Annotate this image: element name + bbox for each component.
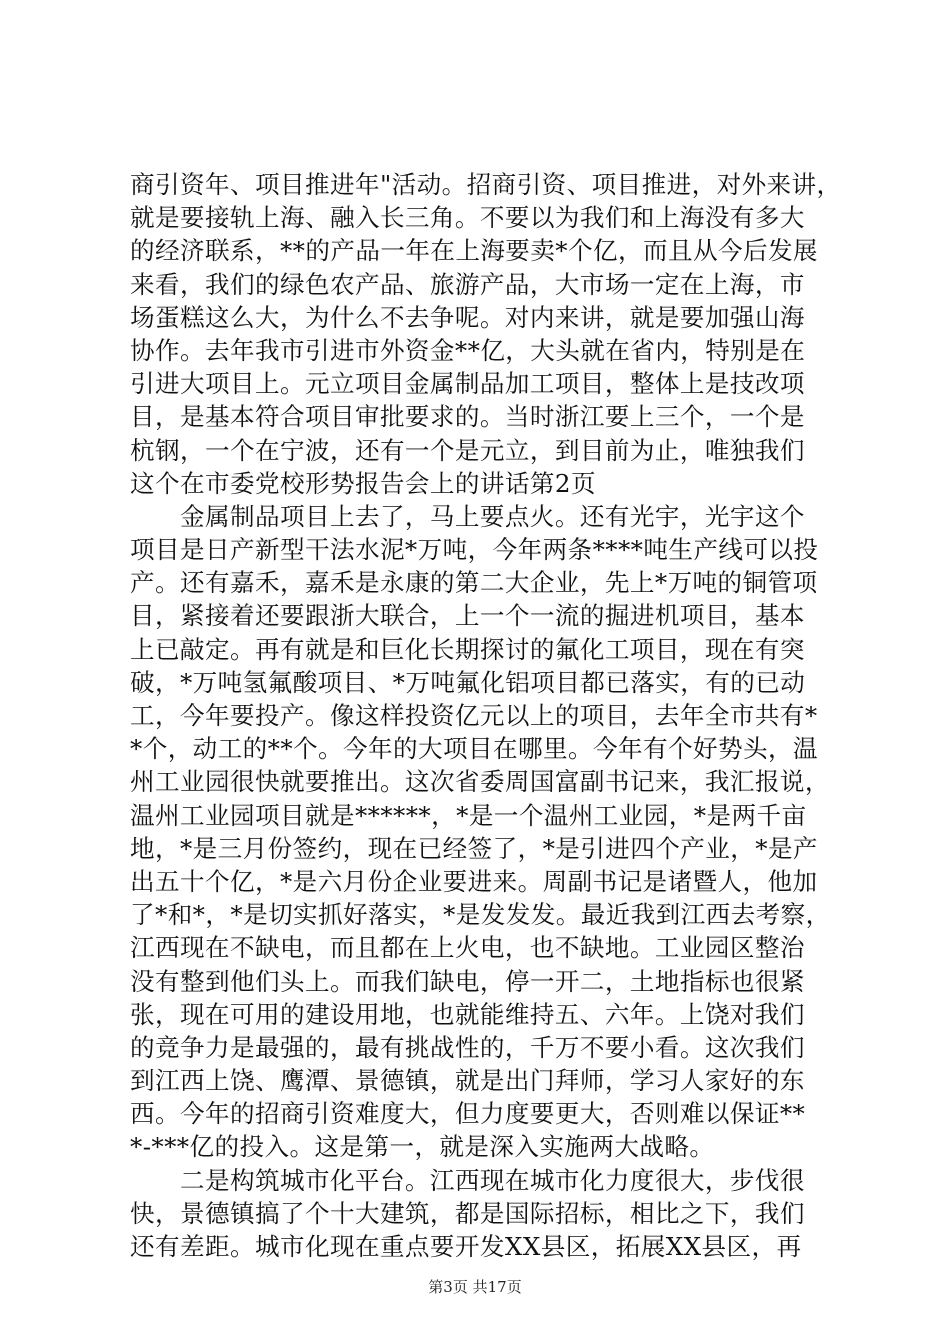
text-line: 商引资年、项目推进年"活动。招商引资、项目推进，对外来讲，	[130, 170, 842, 199]
text-line: 破，*万吨氢氟酸项目、*万吨氟化铝项目都已落实，有的已动	[130, 667, 806, 697]
body-text	[130, 168, 842, 1263]
text-line: 场蛋糕这么大，为什么不去争呢。对内来讲，就是要加强山海	[130, 302, 805, 332]
text-line: 二是构筑城市化平台。江西现在城市化力度很大，步伐很	[130, 1165, 805, 1195]
text-line: 江西现在不缺电，而且都在上火电，也不缺地。工业园区整治	[130, 933, 805, 963]
text-line: 工，今年要投产。像这样投资亿元以上的项目，去年全市共有*	[130, 701, 818, 730]
text-line: 上已敲定。再有就是和巨化长期探讨的氟化工项目，现在有突	[130, 634, 805, 664]
text-line: 到江西上饶、鹰潭、景德镇，就是出门拜师，学习人家好的东	[130, 1066, 805, 1096]
text-line: 温州工业园项目就是******，*是一个温州工业园，*是两千亩	[130, 800, 807, 830]
text-line: 项目是日产新型干法水泥*万吨，今年两条****吨生产线可以投	[130, 535, 819, 565]
text-line: 的经济联系，**的产品一年在上海要卖*个亿，而且从今后发展	[130, 236, 818, 266]
text-line: 就是要接轨上海、融入长三角。不要以为我们和上海没有多大	[130, 203, 805, 233]
text-line: 快，景德镇搞了个十大建筑，都是国际招标，相比之下，我们	[130, 1198, 805, 1228]
text-line: 杭钢，一个在宁波，还有一个是元立，到目前为止，唯独我们	[130, 435, 805, 465]
page-footer	[0, 1276, 950, 1297]
text-line: 地，*是三月份签约，现在已经签了，*是引进四个产业，*是产	[130, 833, 818, 863]
text-line: 的竞争力是最强的，最有挑战性的，千万不要小看。这次我们	[130, 1032, 805, 1062]
text-line: 协作。去年我市引进市外资金**亿，大头就在省内，特别是在	[130, 335, 806, 365]
text-line: 张，现在可用的建设用地，也就能维持五、六年。上饶对我们	[130, 999, 805, 1029]
text-line: 金属制品项目上去了，马上要点火。还有光宇，光宇这个	[130, 501, 805, 531]
text-line: 目，紧接着还要跟浙大联合，上一个一流的掘进机项目，基本	[130, 601, 805, 631]
text-line: *个，动工的**个。今年的大项目在哪里。今年有个好势头，温	[130, 734, 818, 764]
text-line: 州工业园很快就要推出。这次省委周国富副书记来，我汇报说，	[130, 767, 830, 797]
text-line: 出五十个亿，*是六月份企业要进来。周副书记是诸暨人，他加	[130, 866, 818, 896]
text-line: 还有差距。城市化现在重点要开发XX县区，拓展XX县区，再	[130, 1232, 802, 1261]
text-line: 这个在市委党校形势报告会上的讲话第2页	[130, 468, 596, 498]
text-line: 了*和*，*是切实抓好落实，*是发发发。最近我到江西去考察，	[130, 900, 831, 930]
text-line: *-***亿的投入。这是第一，就是深入实施两大战略。	[130, 1132, 715, 1162]
text-line: 产。还有嘉禾，嘉禾是永康的第二大企业，先上*万吨的铜管项	[130, 568, 818, 598]
text-line: 引进大项目上。元立项目金属制品加工项目，整体上是技改项	[130, 369, 805, 399]
text-line: 西。今年的招商引资难度大，但力度要更大，否则难以保证**	[130, 1099, 806, 1129]
text-line: 来看，我们的绿色农产品、旅游产品，大市场一定在上海，市	[130, 269, 805, 299]
text-line: 没有整到他们头上。而我们缺电，停一开二，土地指标也很紧	[130, 966, 805, 996]
text-line: 目，是基本符合项目审批要求的。当时浙江要上三个，一个是	[130, 402, 805, 432]
page-number-label: 第3页 共17页	[428, 1278, 522, 1296]
